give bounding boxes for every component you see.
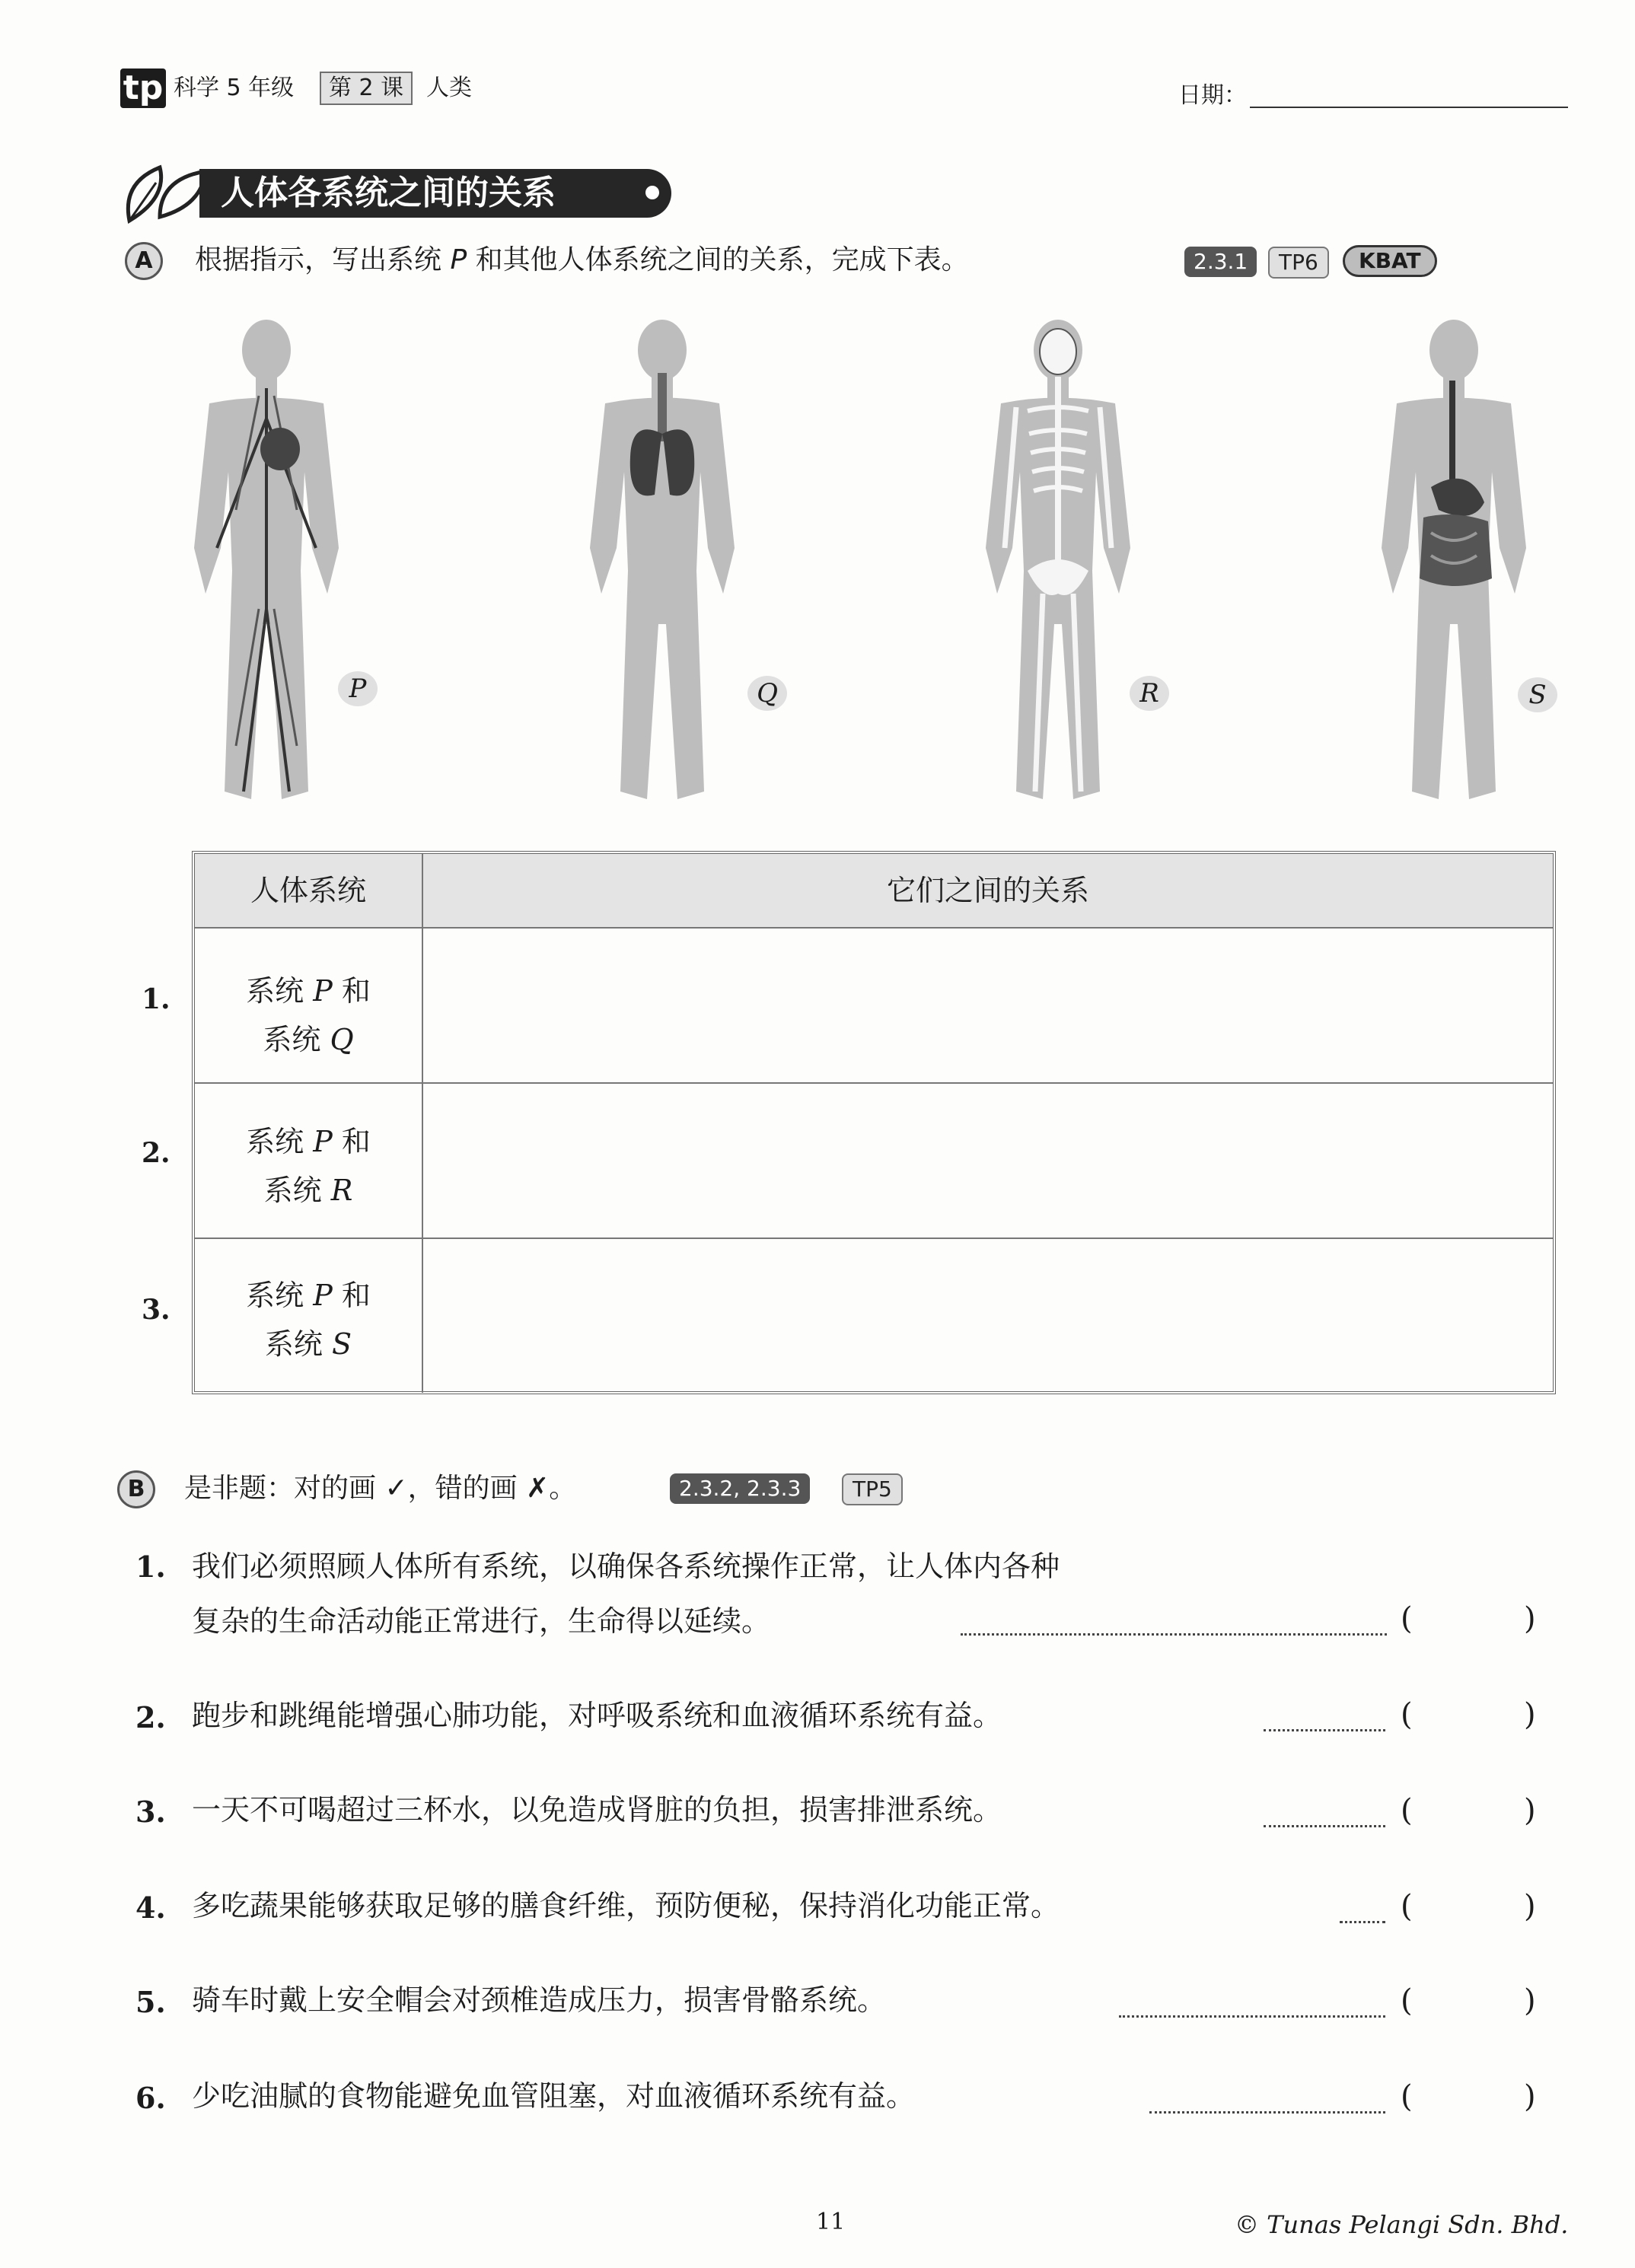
answer-open: ( [1401,1889,1413,1924]
date-label: 日期： [1178,82,1247,109]
question-number: 3. [135,1795,166,1829]
part-a-marker: A [125,242,163,280]
question-number: 2. [135,1700,166,1734]
question-number: 1. [135,1550,166,1584]
table-row [195,1238,1553,1393]
leader-dots [1119,2015,1385,2018]
system-pair-cell: 系统 P 和 系统 S [195,1239,423,1393]
answer-box-4[interactable] [1423,1886,1515,1932]
tag-kbat: KBAT [1343,245,1437,277]
figure-label-s: S [1518,677,1557,712]
part-a-instruction: 根据指示，写出系统 P 和其他人体系统之间的关系，完成下表。 [195,244,969,276]
answer-open: ( [1401,1697,1413,1732]
leader-dots [1340,1921,1385,1923]
section-title: 人体各系统之间的关系 [199,169,671,218]
tag-standard-a: 2.3.1 [1184,247,1257,277]
answer-box-5[interactable] [1423,1980,1515,2026]
figure-skeletal [986,320,1130,799]
publisher-logo: tp [120,68,166,108]
row-number-3: 3. [142,1294,171,1326]
answer-cell-2[interactable] [425,1084,1551,1239]
row-number-1: 1. [142,983,171,1015]
answer-cell-1[interactable] [425,929,1551,1084]
question-text: 骑车时戴上安全帽会对颈椎造成压力，损害骨骼系统。 [192,1983,887,2017]
answer-open: ( [1401,1793,1413,1828]
leaf-icon [114,152,213,228]
answer-close: ) [1524,2079,1536,2114]
answer-open: ( [1401,1983,1413,2018]
leader-dots [1264,1825,1385,1827]
figure-digestive [1382,320,1526,799]
answer-close: ) [1524,1983,1536,2018]
answer-open: ( [1401,2079,1413,2114]
answer-close: ) [1524,1889,1536,1924]
tag-tp-a: TP6 [1268,247,1329,279]
question-number: 6. [135,2081,166,2115]
banner-dot-icon [645,186,659,199]
question-text-cont: 复杂的生命活动能正常进行，生命得以延续。 [192,1604,771,1638]
table-header-relationship: 它们之间的关系 [423,854,1553,927]
lesson-number: 第 2 课 [320,72,413,105]
figure-label-r: R [1130,676,1169,711]
answer-box-1[interactable] [1423,1598,1515,1644]
copyright: © Tunas Pelangi Sdn. Bhd. [1235,2210,1569,2239]
table-row [195,1082,1553,1239]
leader-dots [961,1633,1387,1636]
question-text: 我们必须照顾人体所有系统，以确保各系统操作正常，让人体内各种 [192,1550,1060,1583]
figure-label-p: P [338,671,378,706]
part-b-marker: B [117,1470,155,1508]
leader-dots [1264,1729,1385,1731]
figure-respiratory [590,320,735,799]
figure-circulatory [194,320,339,799]
body-systems-figures [152,320,1598,837]
question-number: 5. [135,1985,166,2019]
answer-box-3[interactable] [1423,1790,1515,1836]
tag-tp-b: TP5 [842,1473,903,1505]
question-text: 一天不可喝超过三杯水，以免造成肾脏的负担，损害排泄系统。 [192,1793,1002,1827]
figure-label-q: Q [747,676,787,711]
leader-dots [1149,2111,1385,2114]
answer-close: ) [1524,1601,1536,1636]
answer-close: ) [1524,1697,1536,1732]
date-field[interactable] [1250,107,1568,108]
answer-box-2[interactable] [1423,1694,1515,1740]
question-text: 跑步和跳绳能增强心肺功能，对呼吸系统和血液循环系统有益。 [192,1699,1002,1732]
answer-cell-3[interactable] [425,1239,1551,1393]
tag-standard-b: 2.3.2, 2.3.3 [670,1473,810,1504]
table-header-system: 人体系统 [195,854,423,927]
system-pair-cell: 系统 P 和 系统 Q [195,929,423,1084]
page-number: 11 [816,2209,846,2235]
question-text: 多吃蔬果能够获取足够的膳食纤维，预防便秘，保持消化功能正常。 [192,1889,1060,1922]
row-number-2: 2. [142,1137,171,1169]
answer-close: ) [1524,1793,1536,1828]
answer-open: ( [1401,1601,1413,1636]
part-b-instruction: 是非题：对的画 ✓，错的画 ✗。 [184,1473,577,1504]
question-text: 少吃油腻的食物能避免血管阻塞，对血液循环系统有益。 [192,2079,916,2113]
relationship-table [192,851,1556,1394]
lesson-topic: 人类 [426,75,472,101]
question-number: 4. [135,1891,166,1925]
subject-label: 科学 5 年级 [174,75,295,101]
system-pair-cell: 系统 P 和 系统 R [195,1084,423,1239]
answer-box-6[interactable] [1423,2076,1515,2122]
table-row [195,927,1553,1084]
